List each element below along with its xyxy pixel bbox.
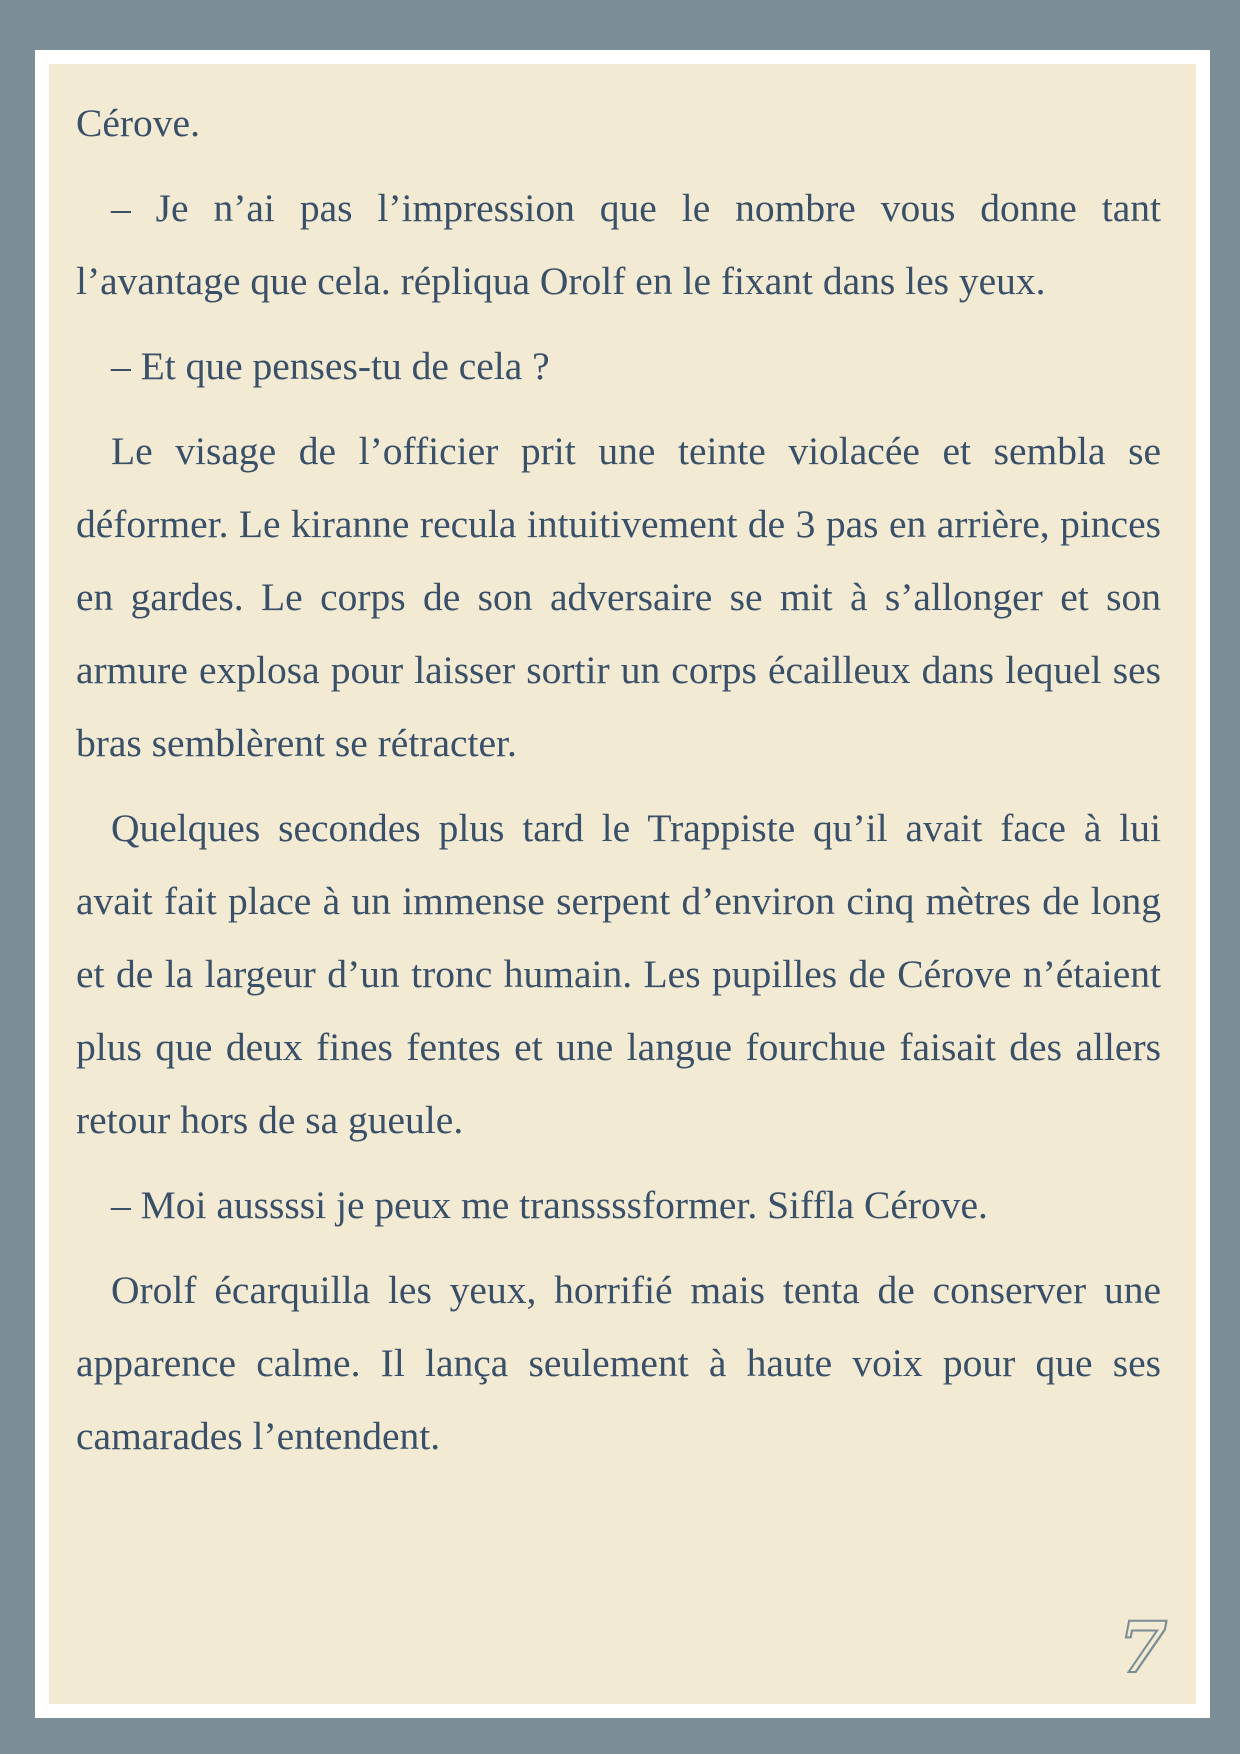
page-frame xyxy=(35,50,1210,1718)
paragraph-continuation: Cérove. xyxy=(76,101,200,145)
paragraph-dialogue: – Je n’ai pas l’impression que le nombre vous donne tant l’avantage que cela. répliqua Orolf en le fixant dans les yeux. xyxy=(76,186,1161,303)
paragraph-dialogue: – Et que penses-tu de cela ? xyxy=(111,344,550,388)
paragraph-narration: Quelques secondes plus tard le Trappiste qu’il avait face à lui avait fait place à un immense serpent d’environ cinq mètres de long et de la largeur d’un tronc humain. Les pupilles de Cérove n’étaient plus que deux fines fentes et une langue fourchue faisait des allers retour hors de sa gueule. xyxy=(76,806,1161,1142)
paragraph-dialogue: – Moi aussssi je peux me transsssformer. Siffla Cérove. xyxy=(111,1183,988,1227)
page-number: 7 xyxy=(1118,1606,1168,1689)
story-text xyxy=(76,87,1161,1485)
paragraph-narration: Le visage de l’officier prit une teinte violacée et sembla se déformer. Le kiranne recula intuitivement de 3 pas en arrière, pinces en gardes. Le corps de son adversaire se mit à s’allonger et son armure explosa pour laisser sortir un corps écailleux dans lequel ses bras semblèrent se rétracter. xyxy=(76,429,1161,765)
paragraph-narration: Orolf écarquilla les yeux, horrifié mais tenta de conserver une apparence calme. Il lança seulement à haute voix pour que ses camarades l’entendent. xyxy=(76,1268,1161,1458)
page-content xyxy=(49,64,1196,1704)
